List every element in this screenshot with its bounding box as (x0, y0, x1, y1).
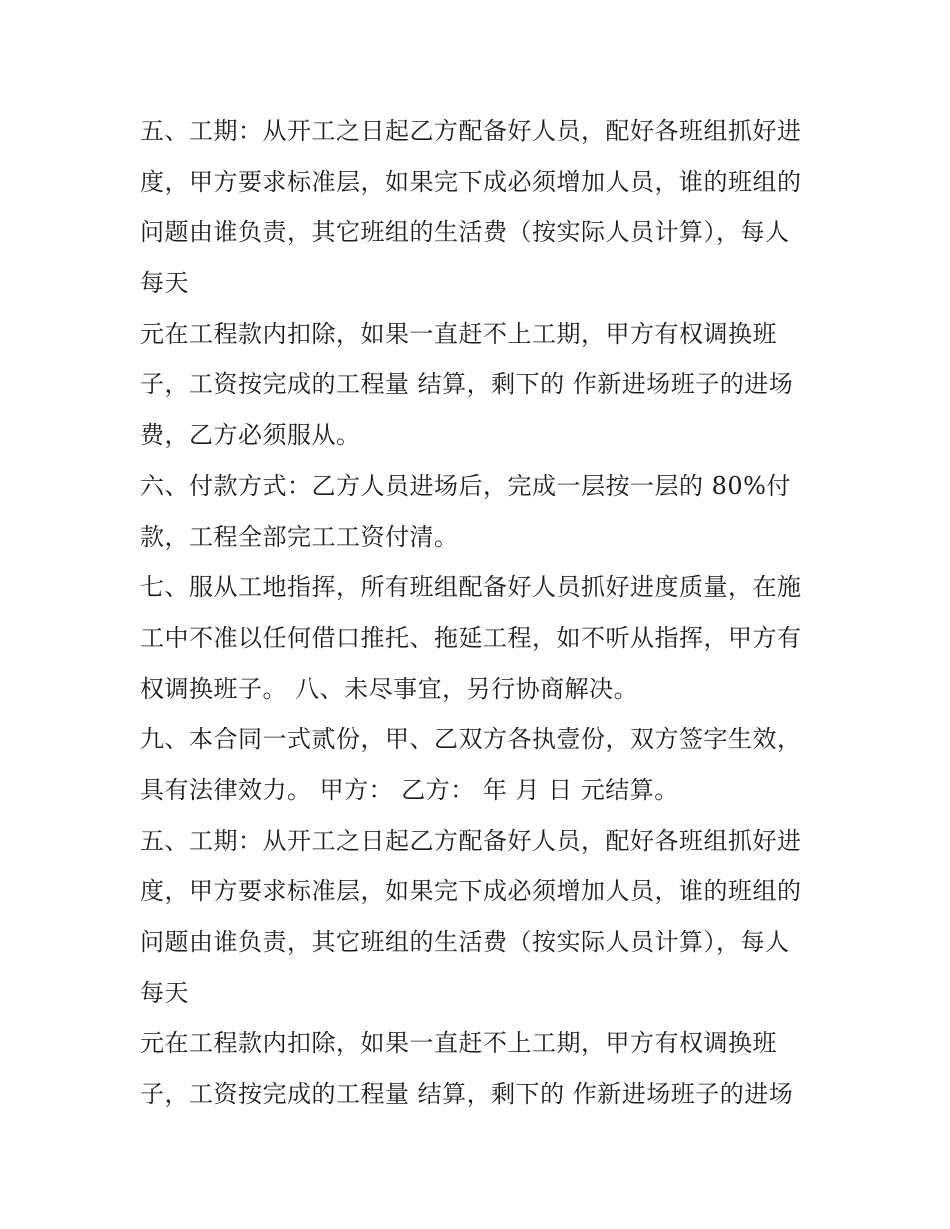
paragraph-schedule-repeat (140, 816, 820, 1019)
text-line: 九、本合同一式贰份，甲、乙双方各执壹份，双方签字生效， (140, 725, 802, 754)
paragraph-command (140, 562, 820, 714)
text-line: 七、服从工地指挥，所有班组配备好人员抓好进度质量，在施 (140, 573, 802, 602)
paragraph-deduction (140, 309, 820, 461)
paragraph-schedule (140, 106, 820, 309)
document-body (140, 106, 820, 1120)
text-line: 六、付款方式：乙方人员进场后，完成一层按一层的 80%付 (140, 471, 791, 500)
text-line: 问题由谁负责，其它班组的生活费（按实际人员计算），每人 (140, 218, 790, 247)
text-line: 费，乙方必须服从。 (140, 421, 361, 450)
text-line: 五、工期：从开工之日起乙方配备好人员，配好各班组抓好进 (140, 117, 802, 145)
text-line: 权调换班子。 八、未尽事宜，另行协商解决。 (140, 674, 639, 703)
text-line: 每天 (140, 978, 189, 1007)
text-line: 度，甲方要求标准层，如果完下成必须增加人员，谁的班组的 (140, 877, 802, 906)
paragraph-payment (140, 461, 820, 562)
text-line: 问题由谁负责，其它班组的生活费（按实际人员计算），每人 (140, 928, 790, 956)
text-line: 工中不准以任何借口推托、拖延工程，如不听从指挥，甲方有 (140, 623, 802, 652)
text-line: 子，工资按完成的工程量 结算，剩下的 作新进场班子的进场 (140, 370, 794, 399)
paragraph-contract-copies (140, 714, 820, 815)
text-line: 元在工程款内扣除，如果一直赶不上工期，甲方有权调换班 (140, 319, 777, 348)
text-line: 五、工期：从开工之日起乙方配备好人员，配好各班组抓好进 (140, 826, 802, 855)
text-line: 具有法律效力。 甲方： 乙方： 年 月 日 元结算。 (140, 775, 679, 804)
text-line: 元在工程款内扣除，如果一直赶不上工期，甲方有权调换班 (140, 1029, 777, 1058)
text-line: 款，工程全部完工工资付清。 (140, 522, 459, 551)
text-line: 子，工资按完成的工程量 结算，剩下的 作新进场班子的进场 (140, 1080, 794, 1109)
text-line: 度，甲方要求标准层，如果完下成必须增加人员，谁的班组的 (140, 167, 802, 196)
paragraph-deduction-repeat (140, 1018, 820, 1119)
text-line: 每天 (140, 269, 189, 298)
